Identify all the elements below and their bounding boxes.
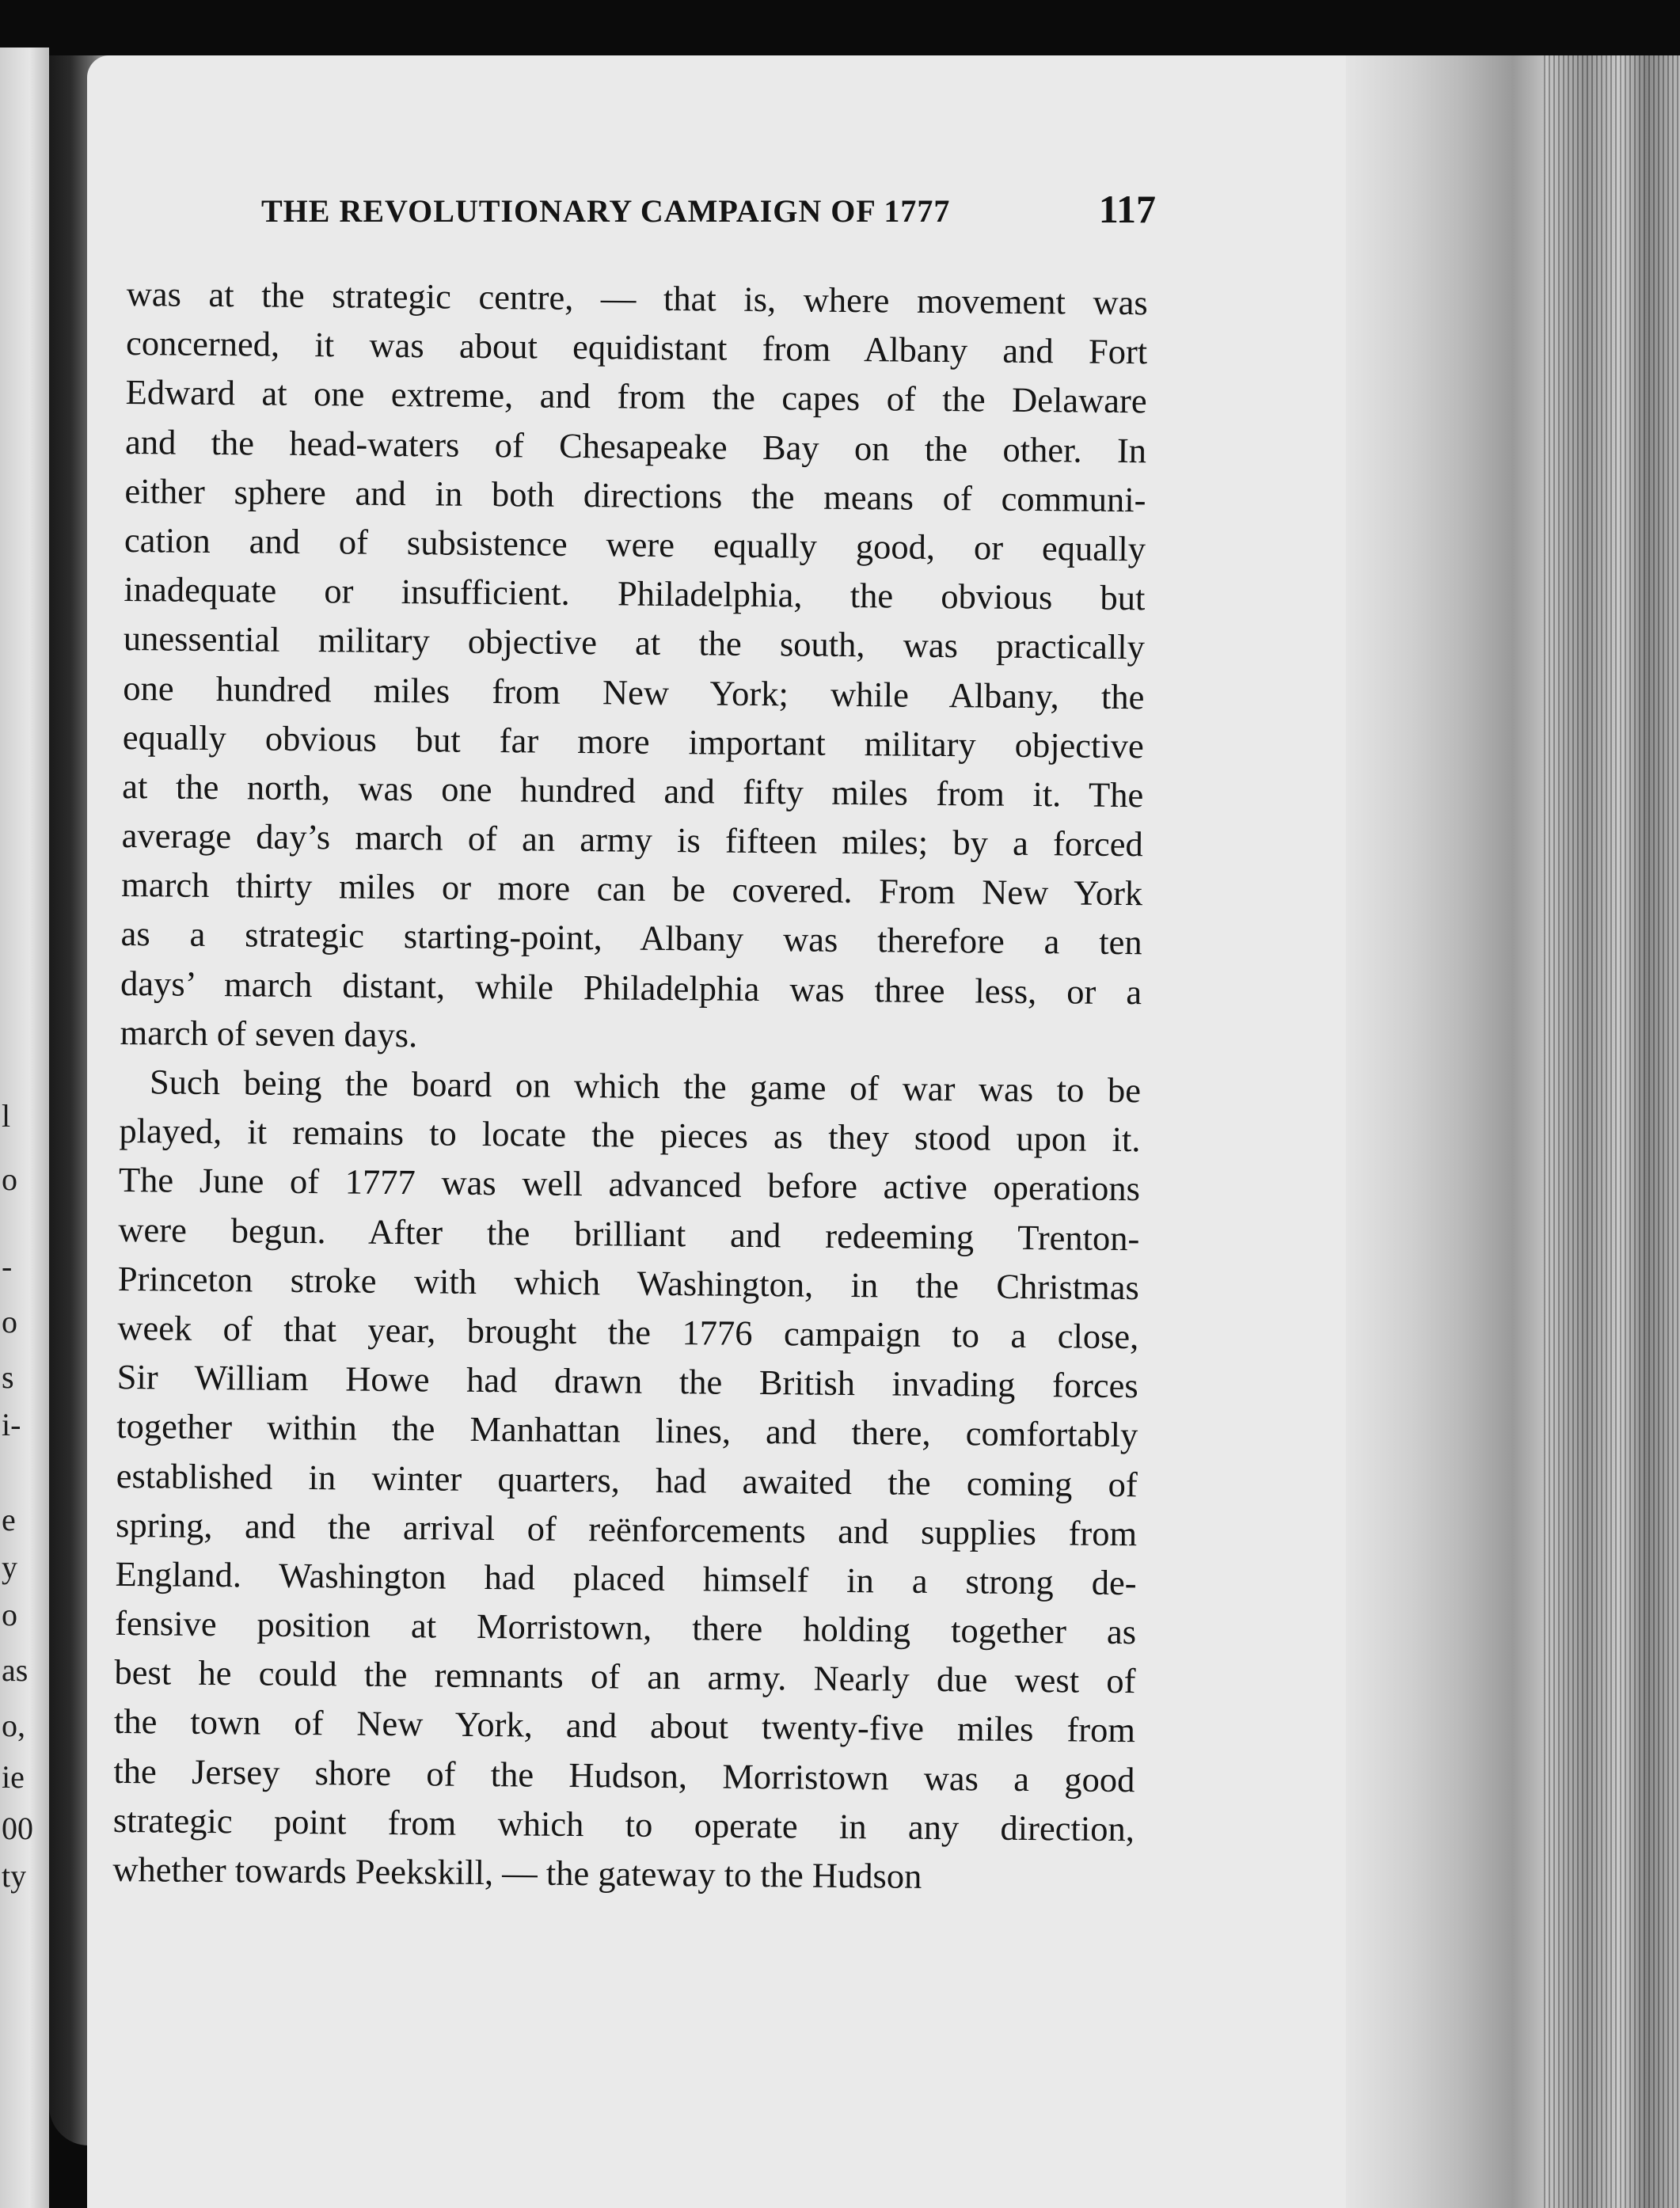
left-page-fragment: as xyxy=(2,1652,29,1688)
page-body xyxy=(112,269,1148,1902)
left-page-fragment: 00 xyxy=(2,1811,33,1846)
text-line: average day’s march of an army is fifteen miles; by a forced xyxy=(121,815,1143,865)
text-line: cation and of subsistence were equally good, or equally xyxy=(124,519,1146,569)
text-line: days’ march distant, while Philadelphia was three less, or a xyxy=(120,963,1142,1012)
page-edge-stripes xyxy=(1544,55,1680,2208)
text-line: Sir William Howe had drawn the British invading forces xyxy=(116,1357,1138,1406)
text-line: march thirty miles or more can be covered. From New York xyxy=(120,865,1143,914)
text-line: established in winter quarters, had awaited the coming of xyxy=(116,1455,1138,1504)
text-line: inadequate or insufficient. Philadelphia, the obvious but xyxy=(124,569,1146,618)
text-line: concerned, it was about equidistant from Albany and Fort xyxy=(125,323,1148,372)
text-line: as a strategic starting-point, Albany was therefore a ten xyxy=(120,914,1142,963)
left-page-fragment: l xyxy=(2,1098,11,1134)
left-page-fragment: ie xyxy=(2,1759,25,1795)
left-page-fragment: i- xyxy=(2,1407,21,1442)
text-line: was at the strategic centre, — that is, where movement was xyxy=(126,273,1148,323)
left-page-fragment: y xyxy=(2,1549,17,1585)
text-line: Edward at one extreme, and from the capes of the Delaware xyxy=(125,372,1147,421)
left-page-fragment: ty xyxy=(2,1858,27,1894)
text-line: the town of New York, and about twenty-five miles from xyxy=(113,1701,1136,1750)
left-page-fragment: e xyxy=(2,1502,16,1537)
text-line: either sphere and in both directions the means of communi- xyxy=(124,470,1146,519)
left-page-fragment: o, xyxy=(2,1708,25,1743)
left-page-fragment: - xyxy=(2,1248,13,1284)
page-number: 117 xyxy=(1098,187,1156,231)
text-line: equally obvious but far more important military objective xyxy=(122,716,1145,766)
left-facing-page xyxy=(0,48,49,2208)
text-line: were begun. After the brilliant and redeeming Trenton- xyxy=(118,1209,1140,1258)
text-line: played, it remains to locate the pieces as they stood upon it. xyxy=(119,1111,1141,1160)
left-page-fragment: o xyxy=(2,1597,17,1632)
text-line: at the north, was one hundred and fifty miles from it. The xyxy=(122,766,1144,815)
text-line: Princeton stroke with which Washington, in the Christmas xyxy=(117,1258,1140,1307)
text-line: strategic point from which to operate in any direction, xyxy=(112,1799,1135,1849)
text-line: and the head-waters of Chesapeake Bay on the other. In xyxy=(124,421,1147,470)
text-line: England. Washington had placed himself in a strong de- xyxy=(115,1553,1137,1603)
page-stack-edge xyxy=(1346,55,1680,2208)
left-page-fragment: s xyxy=(2,1359,14,1395)
text-line: The June of 1777 was well advanced before active operations xyxy=(118,1160,1141,1209)
left-page-fragment: o xyxy=(2,1304,17,1340)
text-line: together within the Manhattan lines, and there, comfortably xyxy=(116,1406,1138,1455)
text-line: best he could the remnants of an army. Nearly due west of xyxy=(114,1652,1136,1701)
text-line: unessential military objective at the south, was practically xyxy=(123,618,1146,667)
paragraph xyxy=(112,1057,1141,1902)
text-line: one hundred miles from New York; while Albany, the xyxy=(123,667,1145,716)
running-title: THE REVOLUTIONARY CAMPAIGN OF 1777 xyxy=(261,193,951,229)
text-line: the Jersey shore of the Hudson, Morristown was a good xyxy=(113,1750,1135,1799)
text-line: spring, and the arrival of reënforcements and supplies from xyxy=(115,1504,1138,1553)
text-line: fensive position at Morristown, there holding together as xyxy=(114,1602,1137,1652)
left-page-fragment: o xyxy=(2,1161,17,1197)
paragraph xyxy=(120,269,1148,1066)
text-line: whether towards Peekskill, — the gateway to the Hudson xyxy=(112,1849,922,1896)
text-line: march of seven days. xyxy=(120,1012,418,1055)
text-line: week of that year, brought the 1776 campaign to a close, xyxy=(117,1307,1139,1357)
text-line: Such being the board on which the game of war was to be xyxy=(149,1062,1142,1111)
